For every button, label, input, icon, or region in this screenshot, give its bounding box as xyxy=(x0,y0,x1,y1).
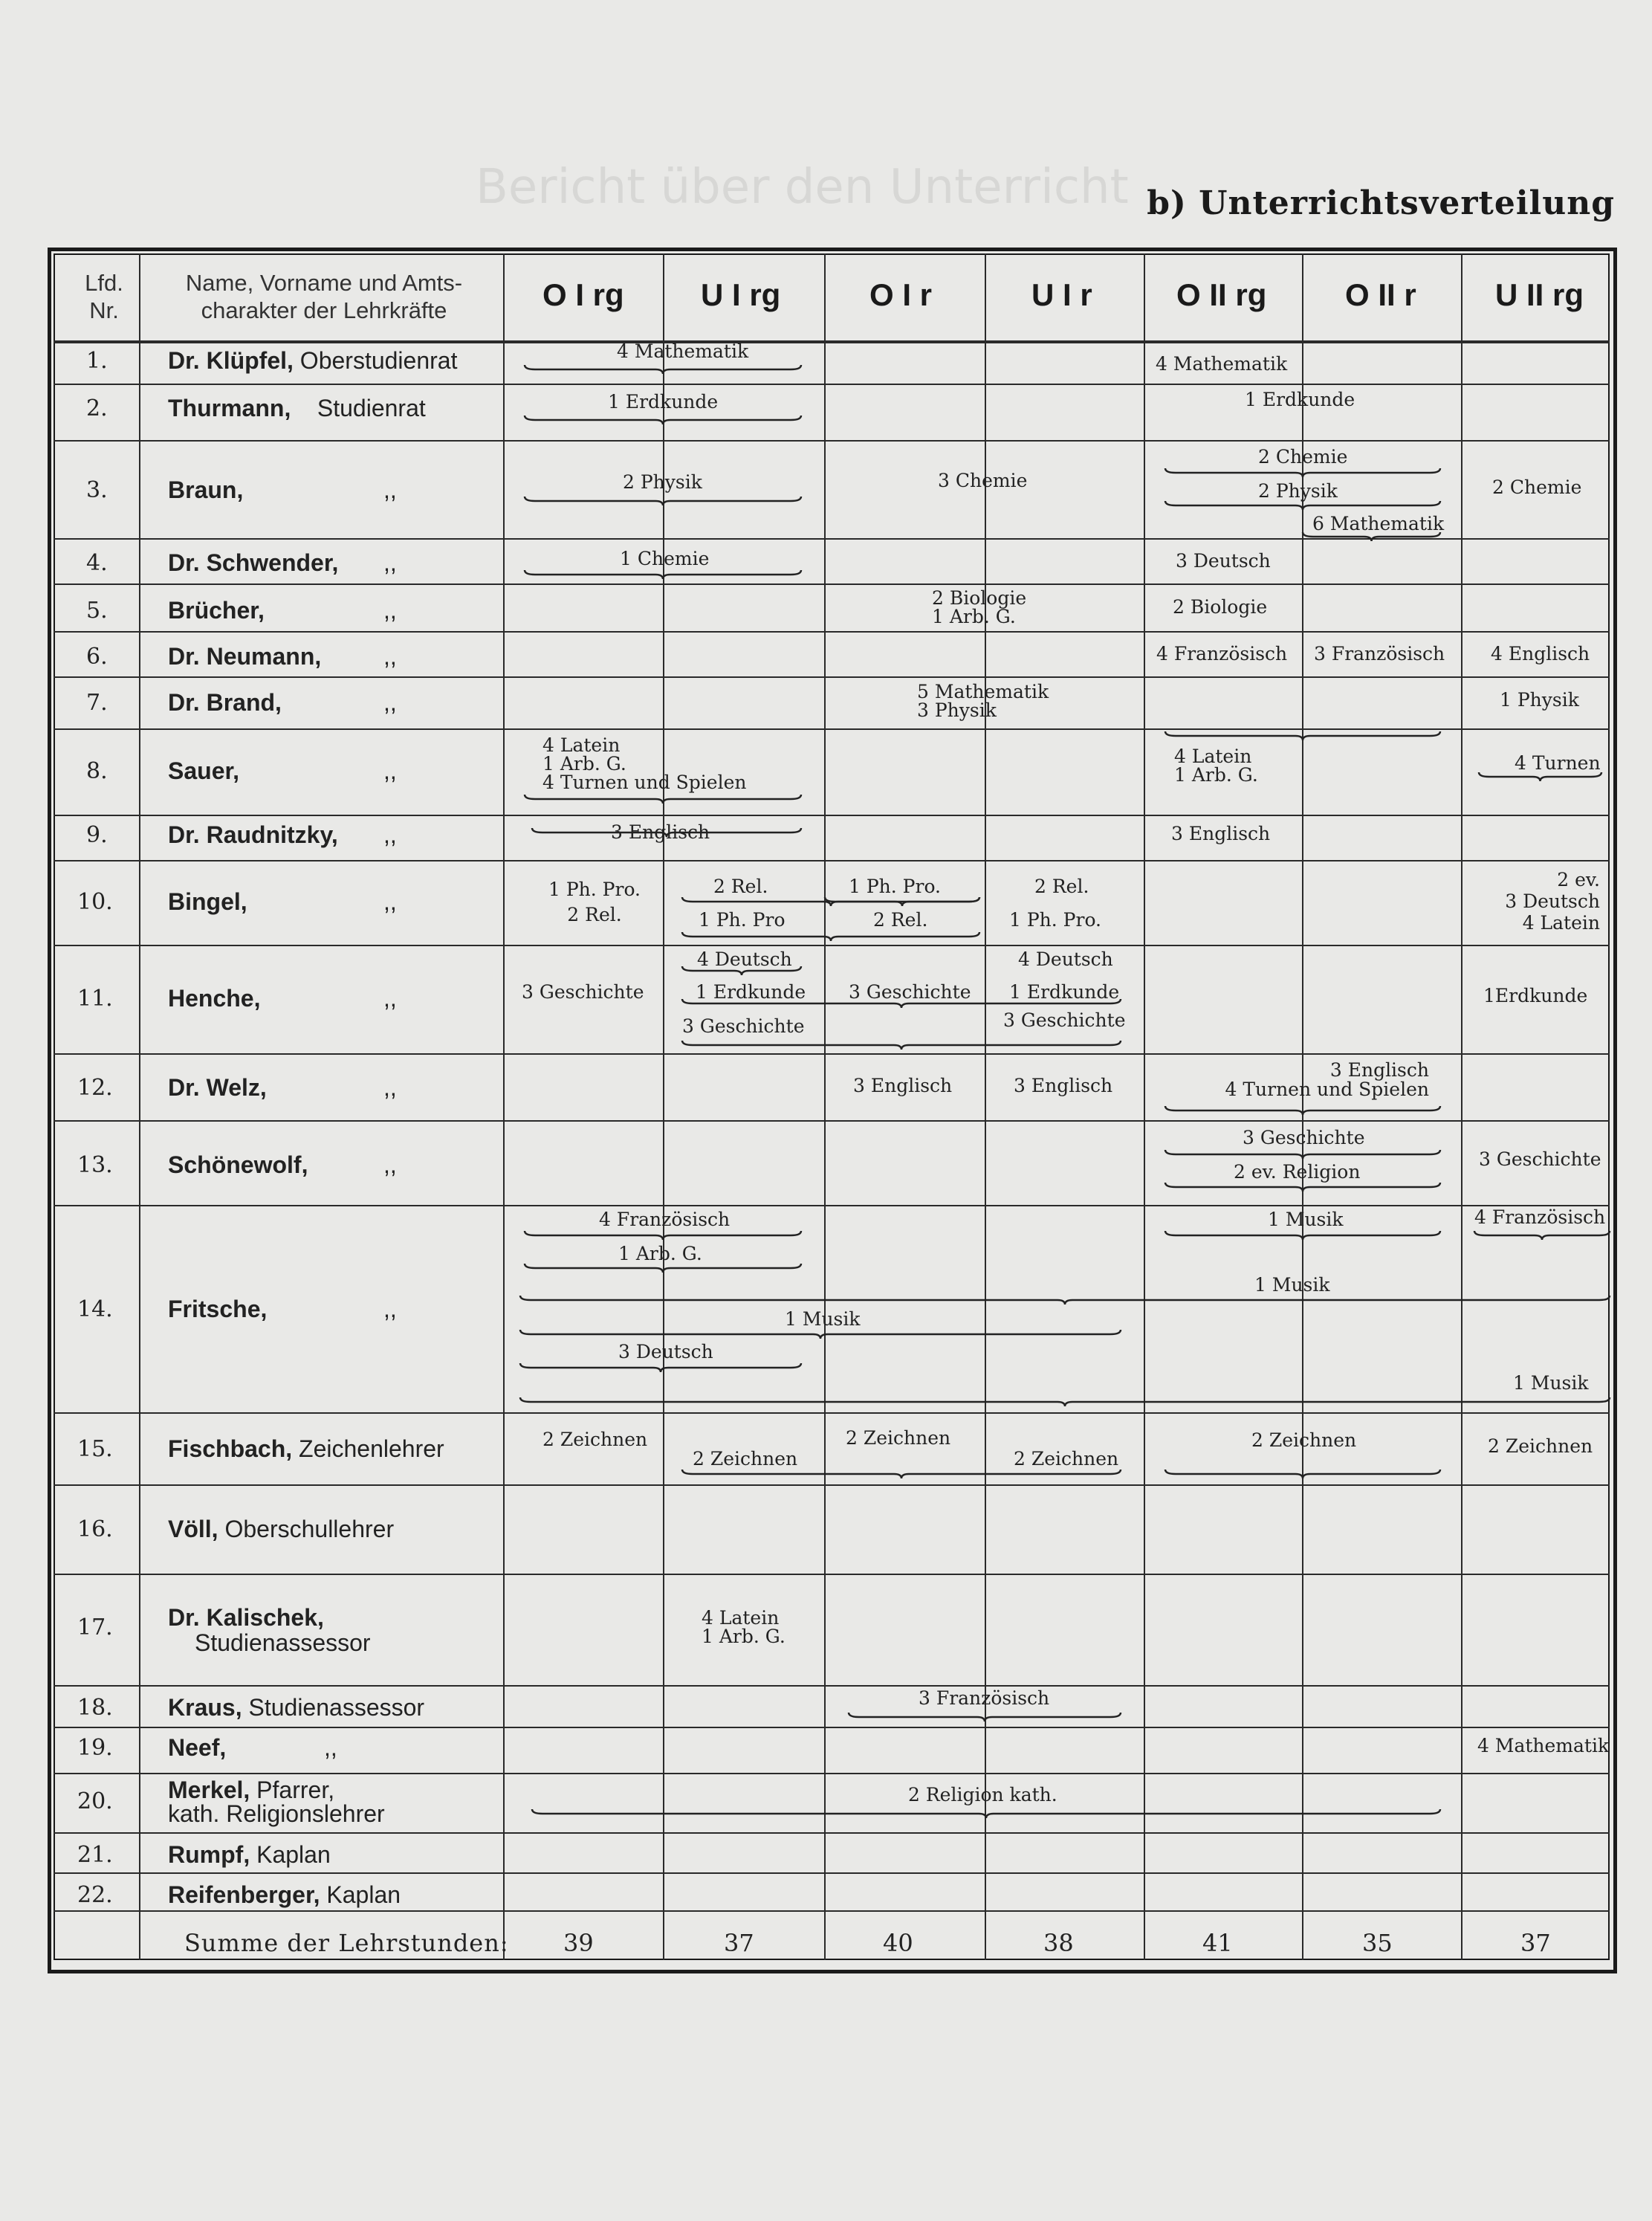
class-header: U II rg xyxy=(1495,277,1584,312)
teacher-name: Neef, ,, xyxy=(168,1734,337,1761)
class-header: U I rg xyxy=(701,277,781,312)
row-number: 21. xyxy=(77,1842,113,1868)
teacher-name: Henche, ,, xyxy=(168,985,397,1012)
page-title: b) Unterrichtsverteilung xyxy=(1147,184,1615,222)
assignment: 3 Geschichte xyxy=(522,981,644,1003)
assignment: 2 Chemie xyxy=(1258,446,1348,468)
sum-value: 35 xyxy=(1362,1929,1393,1957)
row-number: 1. xyxy=(86,348,108,374)
assignment: 1 Chemie xyxy=(620,548,710,569)
assignment: 6 Mathematik xyxy=(1312,513,1445,534)
assignment: 1 Ph. Pro. xyxy=(849,876,941,897)
teacher-name: Thurmann, Studienrat xyxy=(168,395,426,421)
assignment: 2 Biologie 1 Arb. G. xyxy=(932,587,1027,627)
assignment: 1Erdkunde xyxy=(1483,985,1588,1006)
assignment: 1 Musik xyxy=(1254,1274,1330,1296)
teacher-name: Dr. Raudnitzky, ,, xyxy=(168,821,397,848)
row-number: 17. xyxy=(77,1614,113,1640)
assignment: 3 Englisch xyxy=(1014,1075,1113,1096)
assignment: 1 Physik xyxy=(1500,689,1579,711)
assignment: 2 Zeichnen xyxy=(693,1448,798,1470)
group-brace xyxy=(520,1296,1610,1305)
assignment: 2 Rel. xyxy=(713,876,768,897)
row-number: 5. xyxy=(86,598,108,624)
assignment: 3 Geschichte xyxy=(682,1015,805,1037)
teacher-name: Brücher, ,, xyxy=(168,597,397,624)
row-number: 22. xyxy=(77,1882,113,1908)
assignment: 4 Französisch xyxy=(1156,643,1288,665)
assignment: 1 Ph. Pro xyxy=(699,909,785,931)
bleed-through-heading: Bericht über den Unterricht xyxy=(476,160,1129,215)
assignment: 4 Französisch xyxy=(1474,1206,1606,1228)
row-number: 16. xyxy=(77,1516,113,1542)
assignment: 2 Zeichnen xyxy=(1251,1429,1357,1451)
row-number: 7. xyxy=(86,690,108,716)
group-brace xyxy=(682,1470,1121,1478)
group-brace xyxy=(520,1363,801,1372)
teacher-name: Kraus, Studienassessor xyxy=(168,1694,425,1721)
row-number: 6. xyxy=(86,644,108,670)
row-number: 3. xyxy=(86,477,108,503)
class-header: O II r xyxy=(1345,277,1416,312)
assignment: 1 Erdkunde xyxy=(1245,389,1355,410)
assignment: 2 Religion kath. xyxy=(908,1784,1057,1805)
assignment: 3 Französisch xyxy=(919,1687,1050,1709)
assignment: 2 Chemie xyxy=(1492,476,1582,498)
teacher-name: Reifenberger, Kaplan xyxy=(168,1881,401,1908)
assignment: 2 Zeichnen xyxy=(542,1429,648,1450)
row-number: 11. xyxy=(77,986,113,1012)
teacher-name: Merkel, Pfarrer, kath. Religionslehrer xyxy=(168,1777,385,1827)
sum-value: 41 xyxy=(1202,1929,1233,1957)
assignment: 4 Französisch xyxy=(599,1209,731,1230)
assignment: 5 Mathematik 3 Physik xyxy=(917,681,1049,721)
assignment: 1 Ph. Pro. xyxy=(1009,909,1101,931)
teacher-name: Dr. Klüpfel, Oberstudienrat xyxy=(168,347,458,374)
sum-value: 39 xyxy=(563,1929,594,1957)
row-number: 14. xyxy=(77,1296,113,1322)
header-nr: Lfd. Nr. xyxy=(85,270,123,324)
row-number: 4. xyxy=(86,550,108,576)
assignment: 2 ev. 3 Deutsch 4 Latein xyxy=(1505,869,1600,934)
assignment: 3 Englisch xyxy=(1171,823,1271,844)
teacher-name: Dr. Neumann, ,, xyxy=(168,643,397,670)
assignment: 3 Geschichte xyxy=(1243,1127,1365,1148)
assignment: 1 Musik xyxy=(1268,1209,1344,1230)
class-header: U I r xyxy=(1031,277,1092,312)
teacher-name: Sauer, ,, xyxy=(168,757,397,784)
teacher-name: Bingel, ,, xyxy=(168,888,397,915)
assignment: 4 Mathematik xyxy=(617,340,749,362)
teacher-name: Fischbach, Zeichenlehrer xyxy=(168,1435,444,1462)
assignment: 2 Zeichnen xyxy=(846,1427,951,1449)
assignment: 3 Englisch 4 Turnen und Spielen xyxy=(1225,1059,1429,1101)
row-number: 12. xyxy=(77,1075,113,1101)
assignment: 3 Geschichte xyxy=(1003,1009,1126,1031)
assignment: 1 Erdkunde xyxy=(1009,981,1120,1003)
assignment: 1 Musik xyxy=(785,1308,861,1330)
row-number: 18. xyxy=(77,1695,113,1721)
assignment: 2 ev. Religion xyxy=(1234,1161,1361,1183)
group-brace xyxy=(520,1397,1610,1406)
teacher-name: Schönewolf, ,, xyxy=(168,1151,397,1178)
class-header: O I r xyxy=(869,277,933,312)
assignment: 4 Latein 1 Arb. G. 4 Turnen und Spielen xyxy=(542,734,747,793)
teacher-name: Völl, Oberschullehrer xyxy=(168,1516,395,1542)
assignment: 2 Biologie xyxy=(1173,596,1268,618)
assignment: 1 Musik xyxy=(1513,1372,1589,1394)
sum-value: 37 xyxy=(1520,1929,1551,1957)
assignment: 2 Physik xyxy=(1258,480,1338,502)
row-number: 8. xyxy=(86,758,108,784)
assignment: 4 Mathematik xyxy=(1477,1735,1610,1756)
row-number: 20. xyxy=(77,1788,113,1814)
assignment: 4 Mathematik xyxy=(1156,353,1288,375)
row-number: 15. xyxy=(77,1436,113,1462)
teacher-name: Fritsche, ,, xyxy=(168,1296,397,1322)
assignment: 3 Deutsch xyxy=(618,1341,713,1362)
row-number: 19. xyxy=(77,1735,113,1761)
row-number: 13. xyxy=(77,1152,113,1178)
group-brace xyxy=(682,1041,1121,1050)
teacher-name: Dr. Kalischek, xyxy=(168,1604,324,1631)
assignment: 4 Latein 1 Arb. G. xyxy=(1174,746,1258,786)
class-header: O II rg xyxy=(1176,277,1267,312)
assignment: 3 Englisch xyxy=(853,1075,953,1096)
assignment: 4 Englisch xyxy=(1491,643,1590,665)
assignment: 1 Erdkunde xyxy=(696,981,806,1003)
assignment: 4 Latein 1 Arb. G. xyxy=(702,1607,785,1647)
sum-value: 38 xyxy=(1043,1929,1074,1957)
assignment: 2 Physik xyxy=(623,471,702,493)
assignment: 3 Englisch xyxy=(611,821,710,843)
assignment: 3 Geschichte xyxy=(1479,1148,1601,1170)
assignment: 4 Deutsch xyxy=(1018,948,1113,970)
assignment: 3 Deutsch xyxy=(1176,550,1271,572)
sum-value: 37 xyxy=(724,1929,754,1957)
teacher-name: Dr. Schwender, ,, xyxy=(168,549,397,576)
assignment: 4 Turnen xyxy=(1515,752,1601,774)
teacher-role: Studienassessor xyxy=(195,1629,371,1656)
assignment: 3 Chemie xyxy=(938,470,1028,491)
assignment: 1 Erdkunde xyxy=(608,391,719,413)
assignment: 3 Geschichte xyxy=(849,981,971,1003)
group-brace xyxy=(1474,1231,1610,1240)
teacher-name: Braun, ,, xyxy=(168,476,397,503)
sum-value: 40 xyxy=(883,1929,913,1957)
group-brace xyxy=(520,1330,1121,1339)
assignment: 1 Ph. Pro. 2 Rel. xyxy=(548,879,641,925)
assignment: 2 Rel. xyxy=(873,909,928,931)
header-name: Name, Vorname und Amts- charakter der Lehrkräfte xyxy=(185,270,463,324)
assignment: 2 Zeichnen xyxy=(1488,1435,1593,1457)
teacher-name: Rumpf, Kaplan xyxy=(168,1841,331,1868)
group-brace xyxy=(682,932,979,941)
assignment: 4 Deutsch xyxy=(697,948,792,970)
teacher-name: Dr. Brand, ,, xyxy=(168,689,397,716)
assignment: 1 Arb. G. xyxy=(618,1243,702,1264)
teacher-name: Dr. Welz, ,, xyxy=(168,1074,397,1101)
assignment: 2 Rel. xyxy=(1034,876,1089,897)
sum-label: Summe der Lehrstunden: xyxy=(184,1929,509,1957)
row-number: 9. xyxy=(86,822,108,848)
row-number: 10. xyxy=(77,889,113,915)
assignment: 3 Französisch xyxy=(1314,643,1445,665)
row-number: 2. xyxy=(86,395,108,421)
assignment: 2 Zeichnen xyxy=(1014,1448,1119,1470)
class-header: O I rg xyxy=(542,277,624,312)
